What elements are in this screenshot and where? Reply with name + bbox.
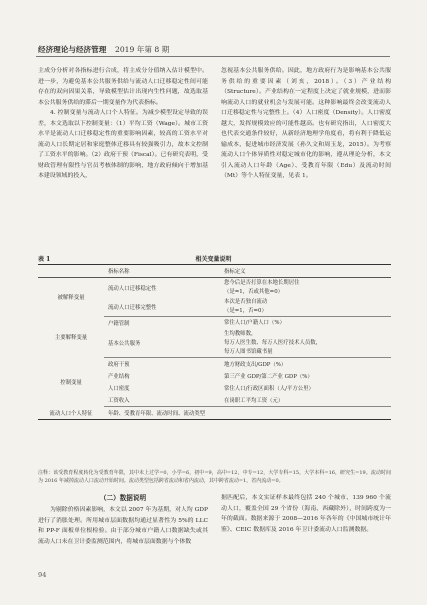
indicator-cell: 人口密度	[108, 386, 130, 393]
definition-cell	[220, 297, 391, 317]
page-number: 94	[38, 571, 47, 579]
table-header-cell: 指标定义	[220, 265, 391, 278]
issue-label: 2019 年第 8 期	[115, 45, 170, 54]
paragraph: 4. 控制变量与流动人口个人特征。为减少模型设定导致的误差，本文选取以下控制变量：（1）平均工资（Wage）。城市工资水平是流动人口迁移稳定性的重要影响因素，较高的工资水平对流动人口长期定居和家庭整体迁移具有较强吸引力，故本文控制了工资水平的影响。（2）政府干预（Fiscal）。已有研究表明，受财政管理有限性与官员考核体制的影响，地方政府倾向于增加基本建设领域的投入，	[38, 110, 208, 180]
paragraph: 据匹配后，本文实证样本最终包括 240 个城市、139 960 个流动人口，覆盖全国 29 个省份（海南、西藏除外），时间跨度为一年的截面。数据来源于 2008—2016 年各年的《中国城市统计年鉴》、CEIC 数据库及 2016 年卫计委流动人口监测数据。	[221, 495, 391, 533]
indicator-cell: 工资收入	[104, 394, 220, 407]
table-row	[38, 358, 391, 371]
data-section-right	[221, 493, 391, 535]
section-heading: （二）数据说明	[99, 494, 147, 502]
indicator-cell: 产业结构	[108, 374, 130, 381]
indicator-cell: 政府干预	[108, 362, 130, 369]
table-header-row	[38, 265, 391, 278]
category-cell: 控制变量	[60, 380, 82, 387]
table-label: 表 1	[38, 256, 51, 263]
header-rule	[36, 56, 390, 57]
definition-line: （是=1，否或其他=0）	[224, 288, 284, 295]
right-column	[221, 66, 391, 182]
data-section-left	[38, 493, 208, 547]
indicator-cell: 户籍管制	[108, 321, 130, 328]
table-note: 注释：该受教育程度转化为受教育年限，其中未上过学=0，小学=6，初中=9，高中=12，中专=12，大学专科=15，大学本科=16，研究生=19。流动时间为 2016 年减掉流动人口流动开始时间。流动类型包括跨省流动和省内流动，其中跨省流动=1，省内流动=0。	[38, 470, 391, 485]
definition-line: 常住人口/户籍人口（%）	[224, 320, 285, 327]
table-row	[38, 278, 391, 298]
indicator-cell: 基本公共服务	[104, 329, 220, 357]
definition-cell: 常住人口/行政区面积（人/平方公里）	[224, 386, 314, 393]
definition-cell	[220, 329, 391, 357]
table-row	[38, 317, 391, 330]
definition-line: 本次是否独自流动	[224, 299, 268, 306]
table-row	[38, 407, 391, 420]
table-header-cell	[38, 265, 104, 278]
paragraph: 主成分分析对各指标进行合成，将主成分分值纳入估计模型中。进一步，为避免基本公共服务供给与流动人口迁移稳定性间可能存在的双向因果关系，导致模型估计出现内生性问题，故选取基本公共服务供给的滞后一期变量作为代表指标。	[38, 68, 208, 106]
running-header	[38, 44, 169, 55]
left-column	[38, 66, 208, 182]
definition-cell: 地方财政支出/GDP（%）	[224, 362, 287, 369]
definition-line: 每万人医生数、每万人医疗技术人员数，	[224, 339, 322, 346]
category-cell: 被解释变量	[57, 295, 85, 302]
category-cell: 流动人口个人特征	[38, 407, 104, 420]
variables-table	[38, 264, 391, 420]
indicator-cell: 流动人口迁移稳定性	[108, 285, 157, 292]
paragraph: 忽视基本公共服务供给。因此，地方政府行为是影响基本公共服务供给的重要因素（刘亥，2018）。（3）产业结构（Structure）。产业结构在一定程度上决定了就业规模，进而影响流动人口的就业机会与发展可能。这种影响最终会改变流动人口迁移稳定性与完整性上。（4）人口密度（Density）。人口密度越大，发挥规模效应的可能性越高。也有研究指出，人口密度大也代表交通条件较好，从新经济地理学角度看，将有利于降低运输成本，促进城市经济发展（孙久文和周玉龙，2015）。为考察流动人口个体异质性对稳定城市化的影响，遵从理论分析，本文引入流动人口年龄（Age）、受教育年限（Edu）及流动时间（Mt）等个人特征变量，见表 1。	[221, 68, 391, 180]
definition-line: （是=1，否=0）	[224, 307, 267, 314]
indicator-cell: 流动人口迁移完整性	[104, 297, 220, 317]
category-cell: 主要解释变量	[54, 335, 88, 342]
definition-line: 生均教师数，	[224, 331, 257, 338]
definition-line: 每万人图书馆藏书量	[224, 348, 273, 355]
paragraph: 为剔除价格因素影响，本文以 2007 年为基期，对人均 GDP 进行了消胀处理。所用城市层面数据均通过显著性为 5%的 LLC 和 PP-F 面板单位根检验。由于部分城市户籍人口数据缺失或其流动人口未在卫计委监测范围内，将城市层面数据与个体数	[38, 507, 208, 545]
definition-line: 您今后是否打算在本地长期居住	[224, 280, 300, 286]
definition-cell: 第三产业 GDP/第二产业 GDP（%）	[224, 374, 313, 381]
merged-cell: 年龄、受教育年限、流动时间、流动类型	[104, 407, 391, 420]
table-header-cell: 指标名称	[104, 265, 220, 278]
definition-cell: 在岗职工平均工资（元）	[220, 394, 391, 407]
definition-cell	[220, 278, 391, 298]
journal-name: 经济理论与经济管理	[38, 45, 107, 54]
table-title: 相关变量说明	[195, 256, 232, 263]
definition-cell	[220, 317, 391, 330]
